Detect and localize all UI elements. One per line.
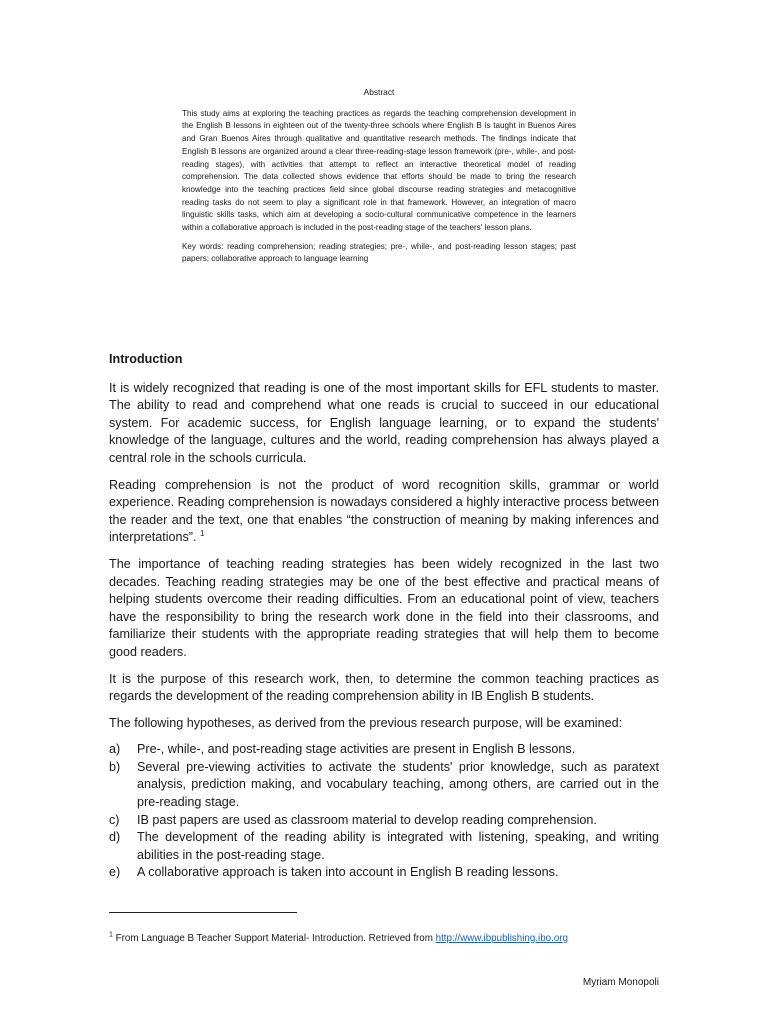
list-item-marker: e): [109, 865, 121, 880]
introduction-section: [109, 351, 659, 882]
abstract-section: [182, 86, 576, 266]
list-item-marker: c): [109, 812, 120, 827]
introduction-paragraph-2-text: Reading comprehension is not the product of word recognition skills, grammar or world experience. Reading comprehension is nowadays considered a highly interactive process between the reader and the text, one that enables “the construction of meaning by making inferences and interpretations”.: [109, 477, 659, 545]
author-name: Myriam Monopoli: [582, 977, 659, 988]
list-item: [109, 812, 659, 830]
footnote-marker: 1: [109, 931, 113, 939]
footnote-reference[interactable]: 1: [200, 529, 205, 539]
introduction-paragraph-3: The importance of teaching reading strategies has been widely recognized in the last two decades. Teaching reading strategies may be one of the best effective and practical means of helping students overcome their reading difficulties. From an educational point of view, teachers have the responsibility to bring the research work done in the field into their classrooms, and familiarize their students with the appropriate reading strategies that will help them to become good readers.: [109, 556, 659, 659]
hypotheses-list: [109, 741, 659, 882]
list-item-text: A collaborative approach is taken into account in English B reading lessons.: [137, 865, 559, 880]
list-item: [109, 829, 659, 864]
list-item: [109, 741, 659, 759]
list-item: [109, 864, 659, 882]
footnote: [109, 932, 568, 946]
list-item-text: Several pre-viewing activities to activate the students' prior knowledge, such as paratext analysis, prediction making, and vocabulary teaching, among others, are carried out in the pre-reading stage.: [137, 759, 659, 810]
abstract-body: This study aims at exploring the teaching practices as regards the teaching comprehension development in the English B lessons in eighteen out of the twenty-three schools where English B is taught in Buenos Aires and Gran Buenos Aires through qualitative and quantitative research methods. The findings indicate that English B lessons are organized around a clear three-reading-stage lesson framework (pre-, while-, and post-reading stages), with activities that attempt to reflect an interactive theoretical model of reading comprehension. The data collected shows evidence that efforts should be made to bring the research knowledge into the teaching practices field since global discourse reading strategies and metacognitive reading tasks do not seem to play a significant role in that framework. However, an integration of macro linguistic skills tasks, which aim at developing a socio-cultural communicative competence in the learners within a collaborative approach is included in the post-reading stage of the teachers' lesson plans.: [182, 108, 576, 233]
list-item-marker: d): [109, 830, 121, 845]
list-item-text: Pre-, while-, and post-reading stage activities are present in English B lessons.: [137, 742, 576, 757]
abstract-title: Abstract: [363, 87, 395, 97]
abstract-keywords: Key words: reading comprehension; reading strategies; pre-, while-, and post-reading lesson stages; past papers; collaborative approach to language learning: [182, 241, 576, 264]
introduction-paragraph-4: It is the purpose of this research work, then, to determine the common teaching practices as regards the development of the reading comprehension ability in IB English B students.: [109, 671, 659, 704]
list-item-text: The development of the reading ability is integrated with listening, speaking, and writing abilities in the post-reading stage.: [137, 830, 659, 862]
list-item: [109, 759, 659, 812]
introduction-heading: Introduction: [109, 352, 183, 366]
footnote-link[interactable]: http://www.ibpublishing.ibo.org: [435, 932, 568, 944]
introduction-paragraph-5: The following hypotheses, as derived from the previous research purpose, will be examined:: [109, 715, 623, 730]
list-item-text: IB past papers are used as classroom material to develop reading comprehension.: [137, 812, 597, 827]
list-item-marker: b): [109, 759, 121, 774]
list-item-marker: a): [109, 742, 121, 757]
footnote-divider: [109, 912, 297, 913]
introduction-paragraph-2: [109, 477, 659, 547]
footnote-text: From Language B Teacher Support Material- Introduction. Retrieved from: [112, 932, 436, 944]
introduction-paragraph-1: It is widely recognized that reading is one of the most important skills for EFL students to master. The ability to read and comprehend what one reads is crucial to succeed in our educational system. For academic success, for English language learning, or to expand the students' knowledge of the language, cultures and the world, reading comprehension has always played a central role in the schools curricula.: [109, 380, 659, 465]
